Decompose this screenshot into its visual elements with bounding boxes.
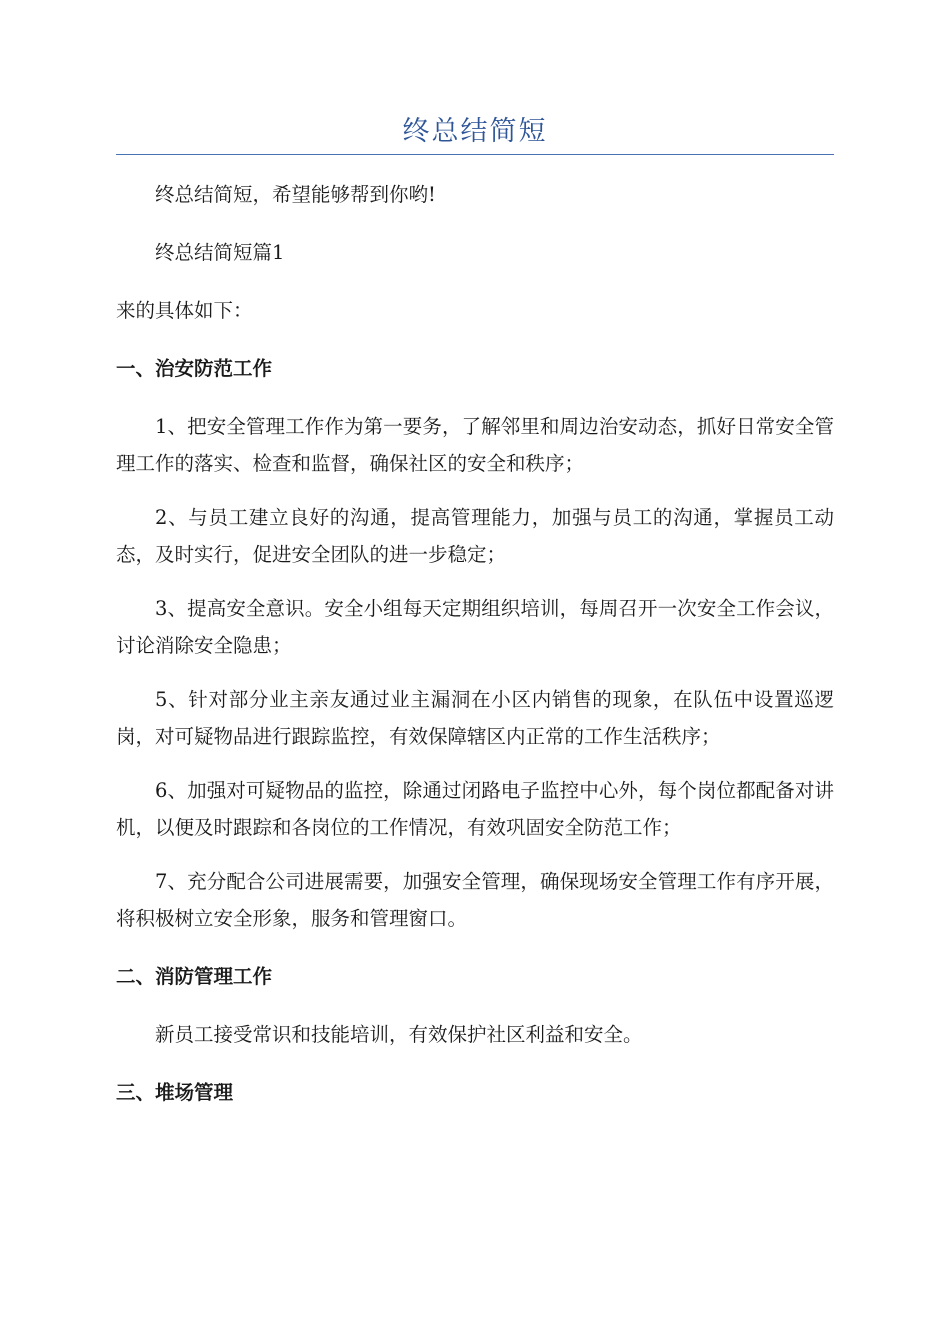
- list-item: 3、提高安全意识。安全小组每天定期组织培训，每周召开一次安全工作会议，讨论消除安全隐患；: [116, 597, 834, 657]
- document-body: [116, 176, 834, 1111]
- article-subtitle: 终总结简短篇1: [155, 241, 285, 264]
- list-item: 2、与员工建立良好的沟通，提高管理能力，加强与员工的沟通，掌握员工动态，及时实行，促进安全团队的进一步稳定；: [116, 506, 834, 566]
- section-heading-fire: 二、消防管理工作: [116, 965, 273, 988]
- list-item: 1、把安全管理工作作为第一要务，了解邻里和周边治安动态，抓好日常安全管理工作的落实、检查和监督，确保社区的安全和秩序；: [116, 415, 834, 475]
- list-item: 5、针对部分业主亲友通过业主漏洞在小区内销售的现象，在队伍中设置巡逻岗，对可疑物品进行跟踪监控，有效保障辖区内正常的工作生活秩序；: [116, 688, 834, 748]
- section-heading-yard: 三、堆场管理: [116, 1081, 234, 1104]
- lead-paragraph: 来的具体如下：: [116, 299, 253, 322]
- title-underline: [116, 154, 834, 155]
- page-title: 终总结简短: [402, 116, 548, 147]
- list-item: 7、充分配合公司进展需要，加强安全管理，确保现场安全管理工作有序开展，将积极树立安全形象，服务和管理窗口。: [116, 870, 834, 930]
- list-item: 6、加强对可疑物品的监控，除通过闭路电子监控中心外，每个岗位都配备对讲机，以便及时跟踪和各岗位的工作情况，有效巩固安全防范工作；: [116, 779, 834, 839]
- intro-paragraph: 终总结简短，希望能够帮到你哟!: [155, 183, 436, 206]
- section-heading-security: 一、治安防范工作: [116, 357, 273, 380]
- section-paragraph: 新员工接受常识和技能培训，有效保护社区利益和安全。: [155, 1023, 643, 1046]
